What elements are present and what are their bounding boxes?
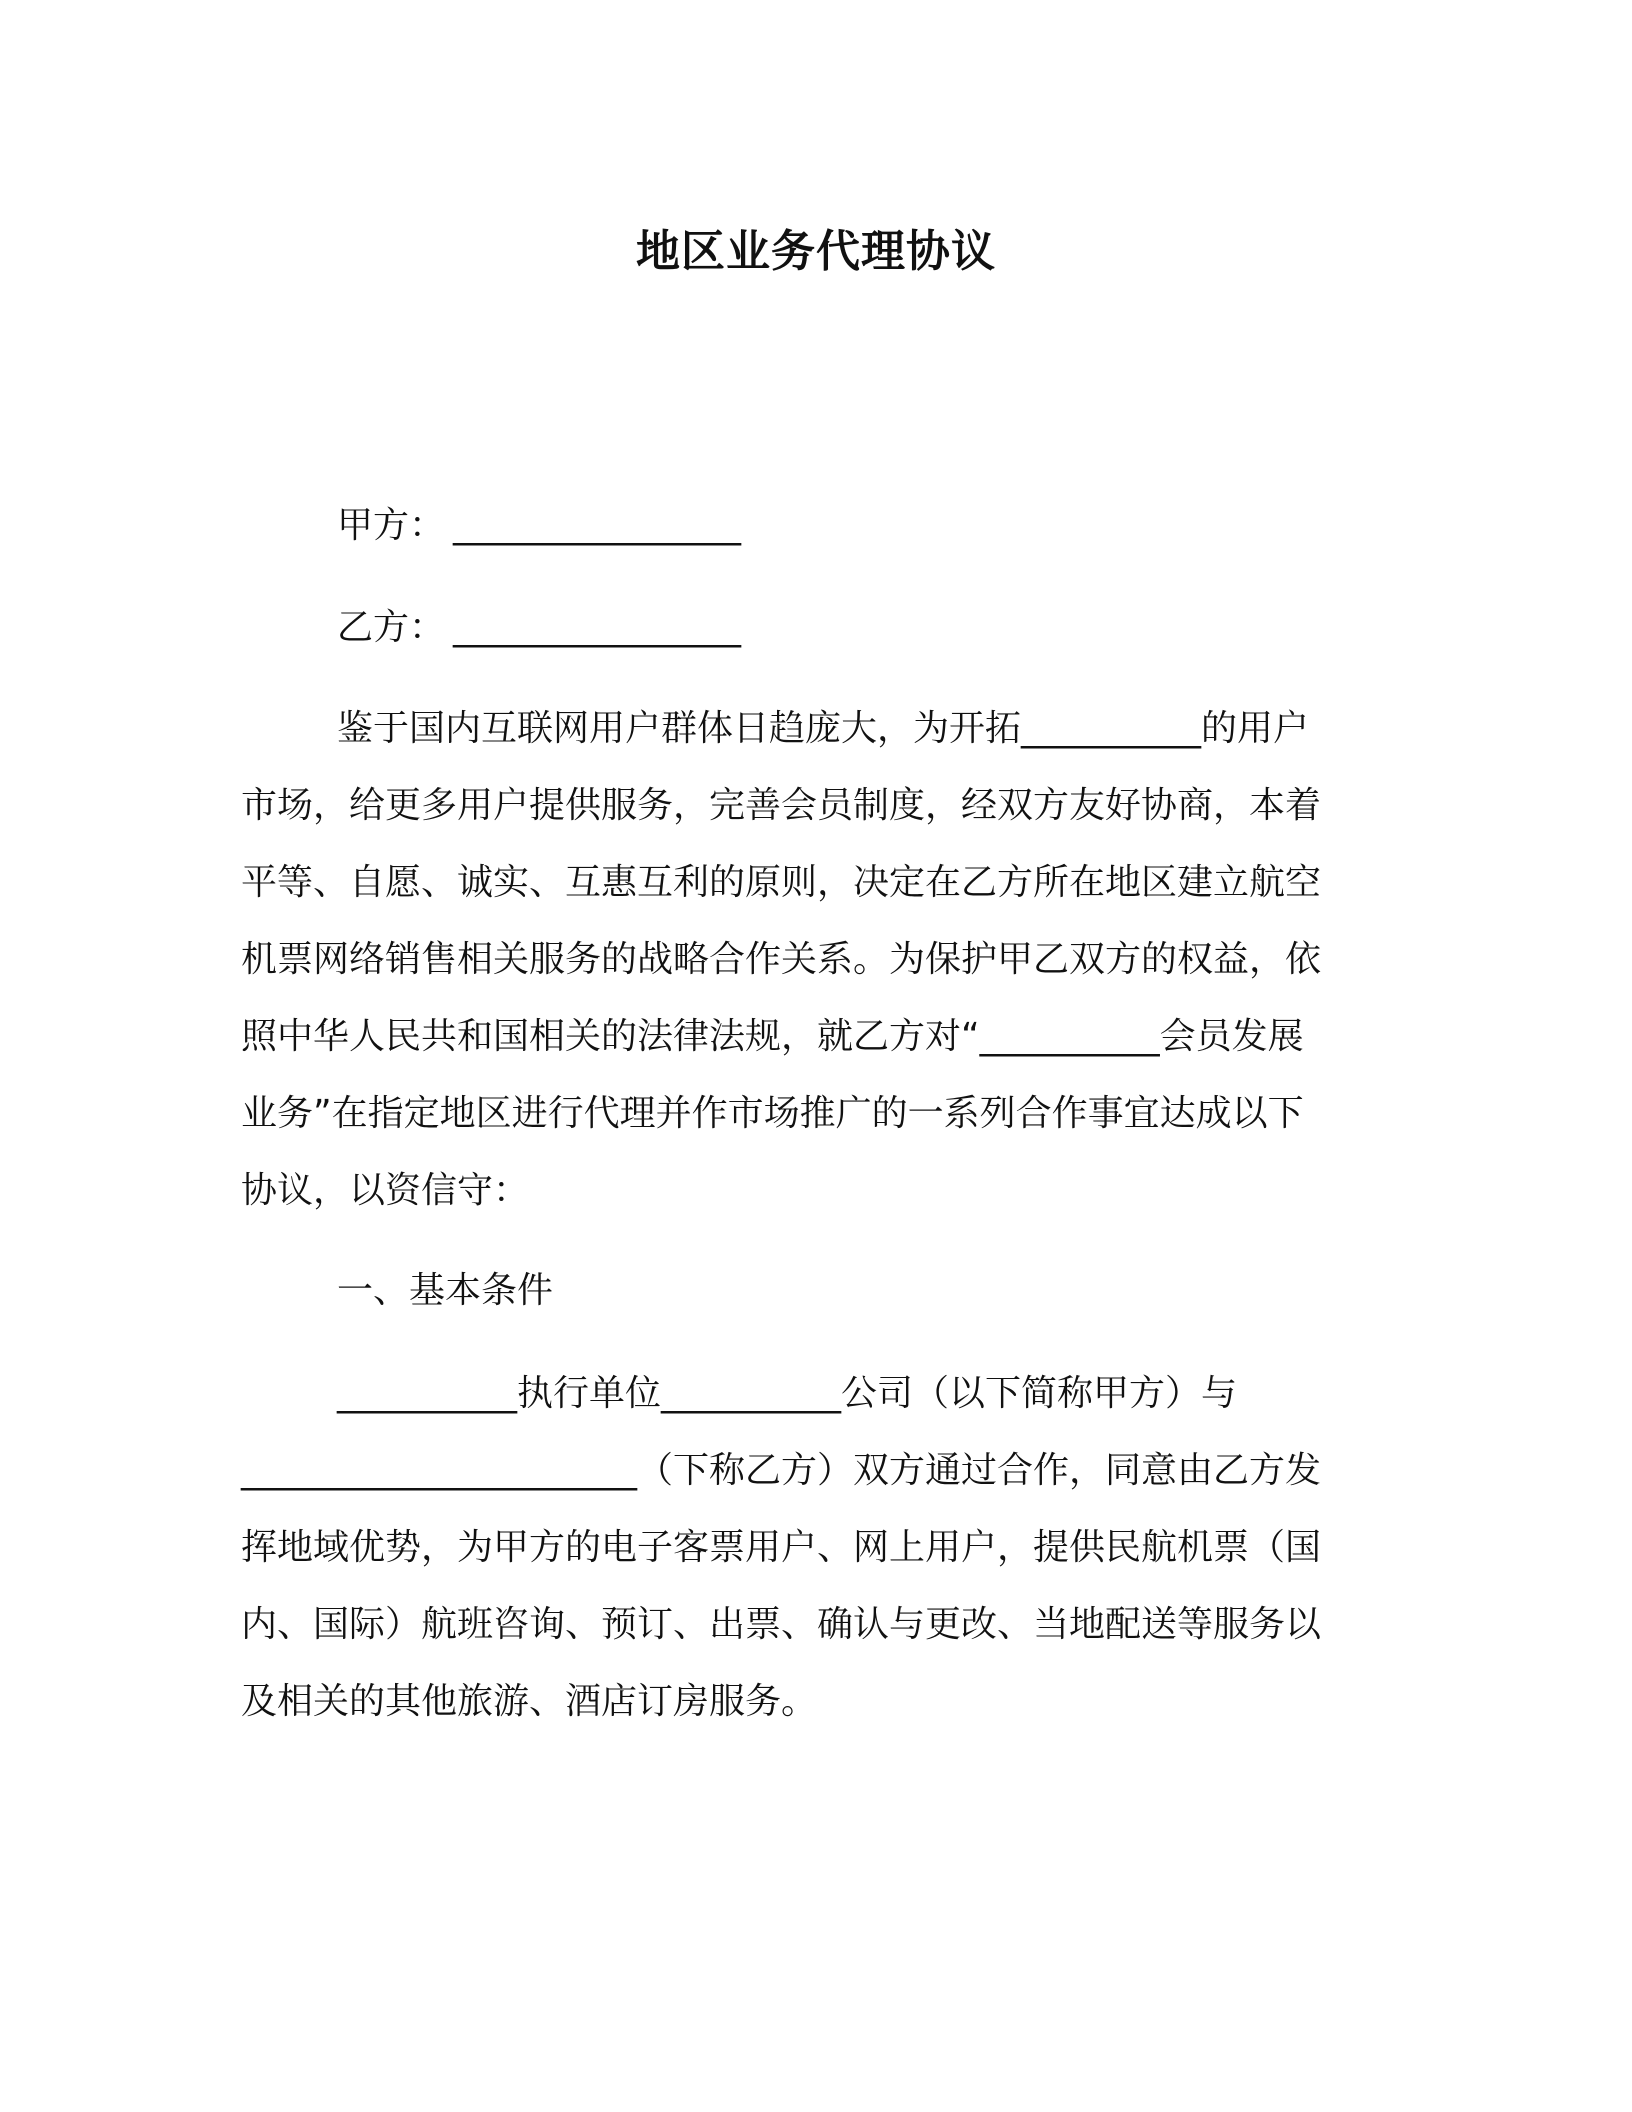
section1-line: __________执行单位__________公司（以下简称甲方）与 [337, 1373, 1238, 1414]
preamble-line: 协议，以资信守： [241, 1170, 530, 1211]
section-heading: 一、基本条件 [337, 1270, 554, 1311]
section1-line: ______________________（下称乙方）双方通过合作，同意由乙方发 [241, 1450, 1322, 1491]
party-b-line [337, 602, 741, 654]
document-title: 地区业务代理协议 [636, 226, 996, 277]
party-b-blank: ________________ [453, 607, 742, 648]
party-b-label: 乙方： [337, 607, 446, 648]
preamble-line: 业务”在指定地区进行代理并作市场推广的一系列合作事宜达成以下 [241, 1093, 1304, 1134]
preamble-line: 照中华人民共和国相关的法律法规，就乙方对“__________会员发展 [241, 1016, 1304, 1057]
preamble-paragraph [241, 690, 1401, 1229]
preamble-line: 平等、自愿、诚实、互惠互利的原则，决定在乙方所在地区建立航空 [241, 862, 1322, 903]
section1-line: 内、国际）航班咨询、预订、出票、确认与更改、当地配送等服务以 [241, 1604, 1322, 1645]
preamble-line: 机票网络销售相关服务的战略合作关系。为保护甲乙双方的权益，依 [241, 939, 1322, 980]
section1-line: 及相关的其他旅游、酒店订房服务。 [241, 1681, 818, 1722]
preamble-line: 市场，给更多用户提供服务，完善会员制度，经双方友好协商，本着 [241, 785, 1322, 826]
party-a-label: 甲方： [337, 505, 446, 546]
party-a-line [337, 500, 741, 552]
party-a-blank: ________________ [453, 505, 742, 546]
preamble-line: 鉴于国内互联网用户群体日趋庞大，为开拓__________的用户 [337, 708, 1310, 749]
section1-paragraph [241, 1355, 1401, 1740]
section1-line: 挥地域优势，为甲方的电子客票用户、网上用户，提供民航机票（国 [241, 1527, 1322, 1568]
